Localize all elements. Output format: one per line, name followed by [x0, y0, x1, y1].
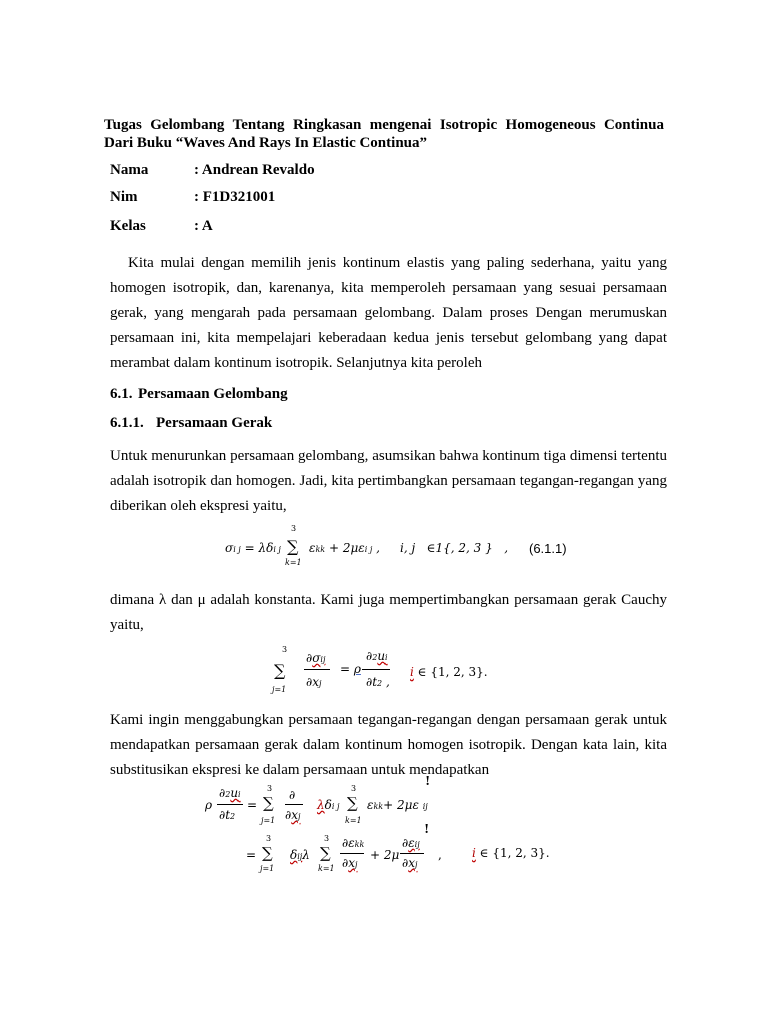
meta-value: : F1D321001 [194, 189, 276, 205]
equation-6-1-1 [225, 524, 585, 570]
fraction-denominator: ∂xj [306, 675, 322, 689]
equation-expression: σi j = λδi j [225, 541, 281, 555]
section-number: 6.1.1. [110, 415, 144, 431]
fraction-bar [285, 804, 303, 805]
fraction-numerator: ∂σij [306, 651, 326, 665]
fraction-numerator: ∂2ui [366, 649, 388, 663]
equation-combined-line-1 [205, 776, 445, 828]
fraction-bar [340, 853, 364, 854]
equation-expression: εkk + 2μεi j , [309, 541, 380, 555]
fraction-numerator: ∂εij [402, 836, 420, 850]
summation-symbol: ∑ [263, 794, 274, 812]
fraction-denominator: ∂xj [285, 808, 301, 822]
intro-paragraph: Kita mulai dengan memilih jenis kontinum elastis yang paling sederhana, yaitu yang homogen isotropik, dan, karenanya, kita memperoleh persamaan yang sesuai persamaan gerak, yang mengarah pada persamaan gelombang. Dalam proses Dengan merumuskan persamaan ini, kita mempelajari keberadaan kedua jenis tersebut gelombang yang dapat merambat dalam kontinum isotropik. Selanjutnya kita peroleh [110, 255, 667, 371]
equation-label: (6.1.1) [529, 541, 567, 556]
summation-symbol: ∑ [287, 537, 299, 556]
sum-upper-limit: 3 [267, 784, 273, 793]
sum-upper-limit: 3 [324, 834, 330, 843]
equation-expression: = [246, 848, 257, 862]
fraction-bar [217, 804, 243, 805]
section-title: Persamaan Gerak [156, 415, 273, 431]
meta-label: Kelas [110, 218, 146, 234]
sum-lower-limit: j=1 [261, 816, 276, 825]
equation-expression: ρ [205, 798, 213, 812]
sum-upper-limit: 3 [282, 645, 288, 654]
exclamation-mark: ! [424, 822, 430, 836]
summation-symbol: ∑ [320, 844, 331, 862]
meta-label: Nama [110, 162, 149, 178]
equation-expression: εkk+ 2με ij [367, 798, 428, 812]
sum-lower-limit: j=1 [272, 685, 287, 694]
summation-symbol: ∑ [262, 844, 273, 862]
section-heading-6-1 [110, 386, 288, 403]
fraction-denominator: ∂t2 [219, 808, 236, 822]
equation-expression: = [247, 798, 258, 812]
sum-lower-limit: k=1 [285, 558, 302, 567]
fraction-numerator: ∂2ui [219, 786, 241, 800]
section-heading-6-1-1 [110, 415, 272, 432]
sum-upper-limit: 3 [291, 524, 297, 533]
equation-expression: = ρ [340, 662, 361, 676]
fraction-bar [304, 669, 330, 670]
equation-index-set: i, j ∈1{, 2, 3 } , [400, 541, 509, 555]
paragraph-cauchy: dimana λ dan μ adalah konstanta. Kami juga mempertimbangkan persamaan gerak Cauchy yaitu, [110, 592, 667, 633]
fraction-numerator: ∂εkk [342, 836, 365, 850]
exclamation-mark: ! [425, 774, 431, 788]
fraction-denominator: ∂t2 , [366, 675, 390, 689]
equation-index-set: i ∈ {1, 2, 3}. [472, 846, 550, 860]
equation-expression: δijλ [290, 848, 310, 862]
equation-combined-line-2 [246, 822, 556, 876]
equation-index-set: i ∈ {1, 2, 3}. [410, 665, 488, 679]
sum-lower-limit: k=1 [345, 816, 362, 825]
summation-symbol: ∑ [274, 661, 286, 680]
equation-cauchy [270, 645, 500, 697]
paragraph-stress-strain: Untuk menurunkan persamaan gelombang, asumsikan bahwa kontinum tiga dimensi tertentu adalah isotropik dan homogen. Jadi, kita pertimbangkan persamaan tegangan-regangan yang diberikan oleh ekspresi yaitu, [110, 448, 667, 514]
sum-upper-limit: 3 [266, 834, 272, 843]
fraction-denominator: ∂xj [342, 856, 358, 870]
section-title: Persamaan Gelombang [138, 386, 288, 402]
sum-lower-limit: k=1 [318, 864, 335, 873]
fraction-bar [400, 853, 424, 854]
equation-expression: λδi j [317, 798, 340, 812]
section-number: 6.1. [110, 386, 133, 402]
equation-expression: , [438, 848, 442, 862]
meta-label: Nim [110, 189, 138, 205]
document-title: Tugas Gelombang Tentang Ringkasan mengenai Isotropic Homogeneous Continua Dari Buku “Waves And Rays In Elastic Continua” [104, 117, 664, 151]
meta-value: : Andrean Revaldo [194, 162, 315, 178]
sum-lower-limit: j=1 [260, 864, 275, 873]
equation-expression: + 2μ [370, 848, 400, 862]
sum-upper-limit: 3 [351, 784, 357, 793]
fraction-denominator: ∂xj [402, 856, 418, 870]
fraction-bar [362, 669, 390, 670]
fraction-numerator: ∂ [289, 788, 296, 802]
meta-value: : A [194, 218, 213, 234]
paragraph-substitution: Kami ingin menggabungkan persamaan tegangan-regangan dengan persamaan gerak untuk mendapatkan persamaan gerak dalam kontinum homogen isotropik. Dengan kata lain, kita substitusikan ekspresi ke dalam persamaan untuk mendapatkan [110, 712, 667, 778]
summation-symbol: ∑ [347, 794, 358, 812]
